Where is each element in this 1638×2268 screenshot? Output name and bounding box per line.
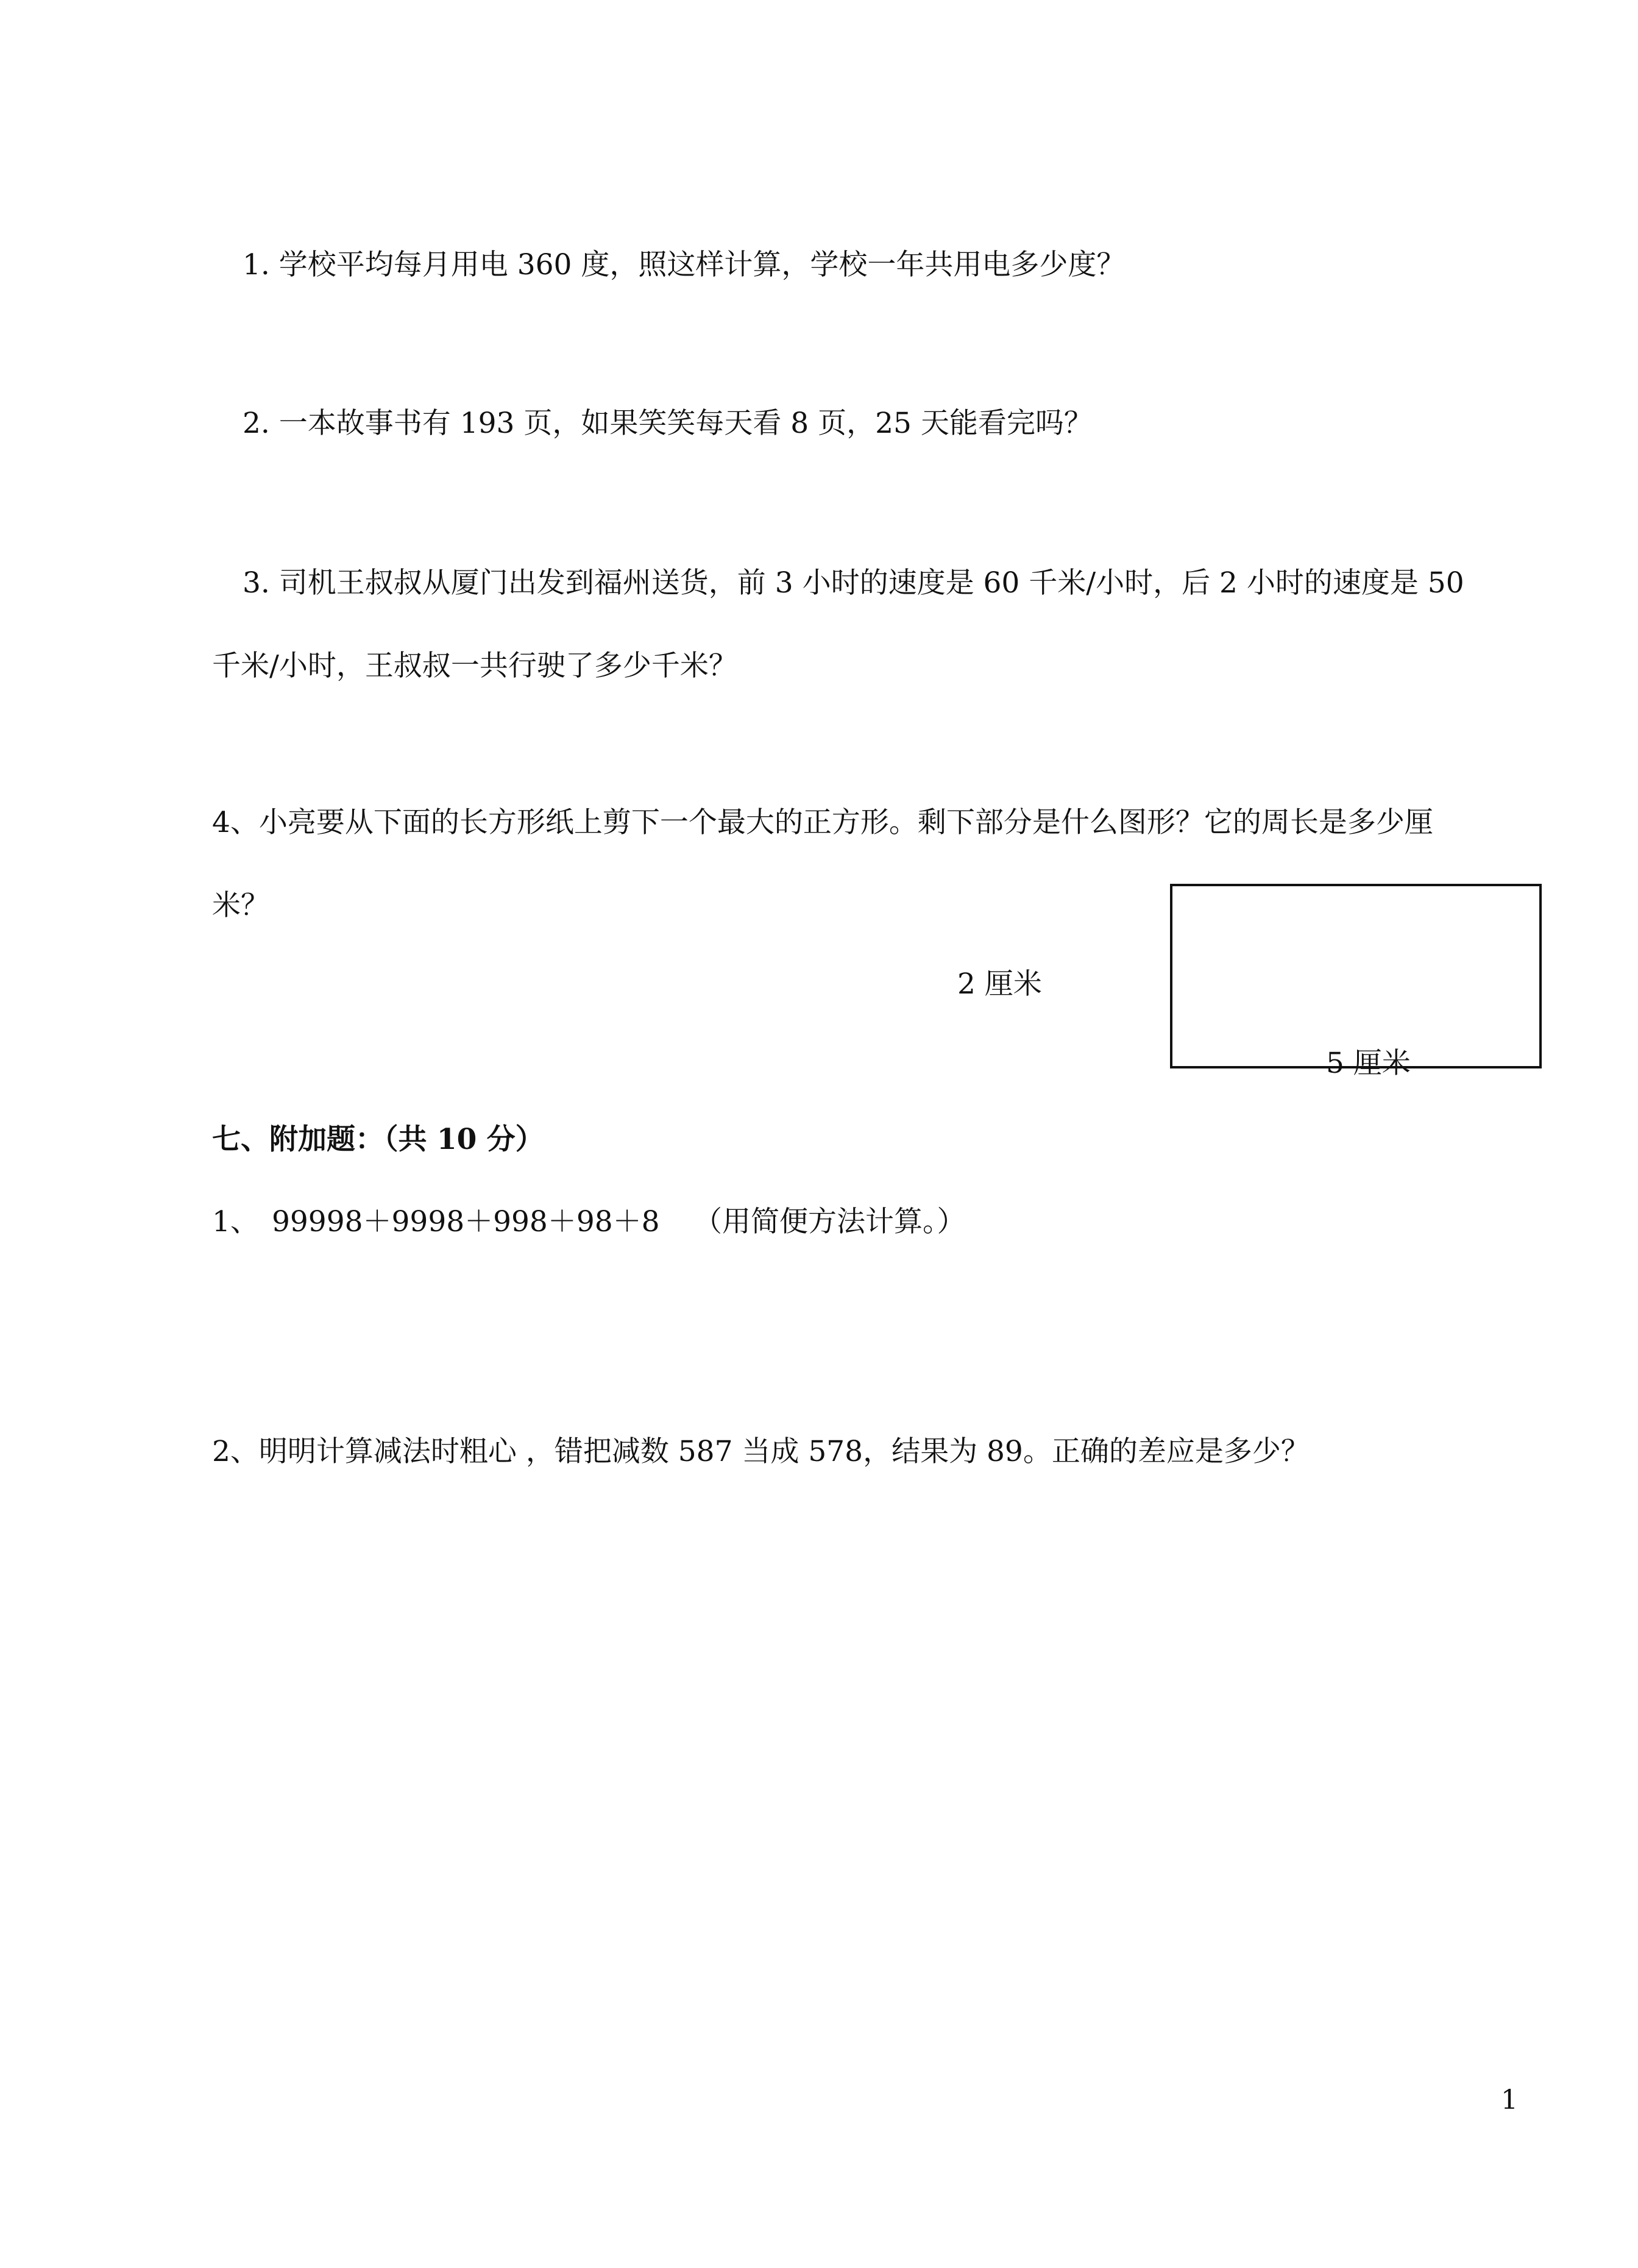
page-number: 1: [1501, 2085, 1518, 2116]
question-6-4-line-2: 米？: [212, 889, 269, 922]
rectangle-width-label: 2 厘米: [957, 967, 1042, 1001]
question-7-1-number: 1、: [212, 1205, 259, 1239]
question-6-2: 2. 一本故事书有 193 页，如果笑笑每天看 8 页，25 天能看完吗？: [243, 407, 1093, 440]
question-7-1-note: （用简便方法计算。）: [693, 1205, 966, 1239]
question-7-1-expression: 99998＋9998＋998＋98＋8: [272, 1205, 660, 1239]
rectangle-figure: [1170, 884, 1542, 1068]
question-6-3-line-2: 千米/小时，王叔叔一共行驶了多少千米？: [212, 649, 737, 683]
question-7-2: 2、明明计算减法时粗心 ，错把减数 587 当成 578，结果为 89。正确的差应是多少？: [212, 1435, 1310, 1468]
question-6-1: 1. 学校平均每月用电 360 度，照这样计算，学校一年共用电多少度？: [243, 248, 1126, 282]
section-7-title: 七、附加题：（共 10 分）: [212, 1123, 544, 1156]
rectangle-length-label: 5 厘米: [1326, 1047, 1411, 1080]
question-6-4-line-1: 4、小亮要从下面的长方形纸上剪下一个最大的正方形。剩下部分是什么图形？它的周长是多少厘: [212, 806, 1433, 839]
question-6-3-line-1: 3. 司机王叔叔从厦门出发到福州送货，前 3 小时的速度是 60 千米/小时，后 2 小时的速度是 50: [243, 566, 1464, 600]
